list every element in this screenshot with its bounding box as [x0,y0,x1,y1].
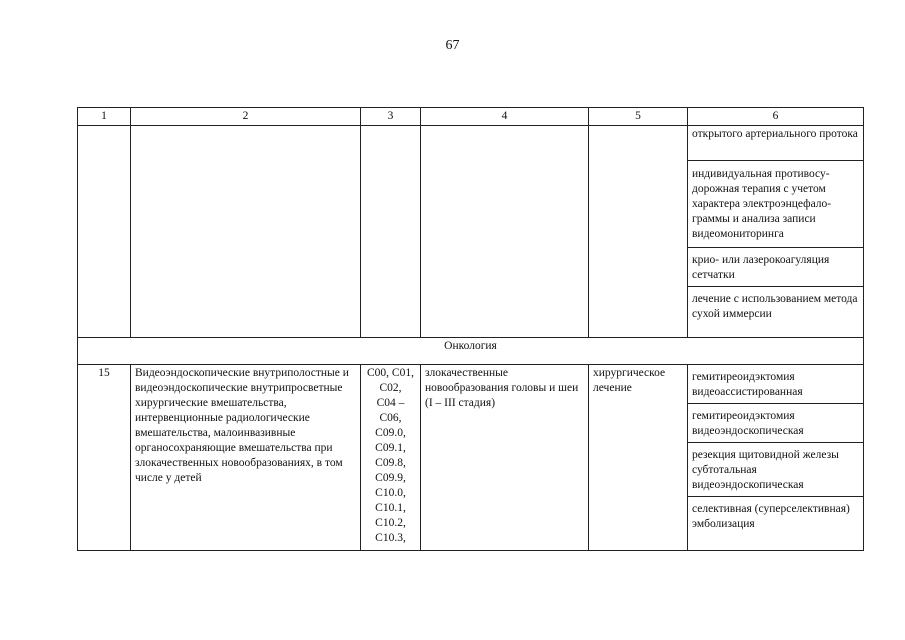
icd-code: C10.1, [375,502,406,514]
continuation-empty-cell [131,126,361,338]
method-cell: крио- или лазерокоагуляция сетчатки [688,248,864,287]
continuation-row [78,126,864,161]
continuation-empty-cell [589,126,688,338]
continuation-empty-cell [78,126,131,338]
column-number-5: 5 [589,108,688,126]
method-cell: селективная (суперселективная) эмболизация [688,497,864,551]
vmp-type-cell: Видеоэндоскопические внутриполостные и видеоэндоскопические внутрипросветные хирургические вмешательства, интервенционные радиологические вмешательства, малоинвазивные органосохраняющие вмешательства при злокачественных новообразованиях, в том числе у детей [131,365,361,551]
column-number-6: 6 [688,108,864,126]
icd-code: C09.9, [375,472,406,484]
method-cell: индивидуальная противосу-дорожная терапия с учетом характера электроэнцефало-граммы и анализа записи видеомониторинга [688,161,864,248]
medical-care-table [77,107,864,551]
icd-code: C06, [379,412,402,424]
icd-codes-cell [361,365,421,551]
page-number: 67 [445,38,460,53]
column-number-3: 3 [361,108,421,126]
method-cell: гемитиреоидэктомия видеоэндоскопическая [688,404,864,443]
method-cell: гемитиреоидэктомия видеоассистированная [688,365,864,404]
icd-code: C09.8, [375,457,406,469]
section-title: Онкология [78,338,864,365]
continuation-empty-cell [421,126,589,338]
icd-code: C10.2, [375,517,406,529]
column-number-2: 2 [131,108,361,126]
icd-code: C10.3, [375,532,406,544]
method-cell: резекция щитовидной железы субтотальная видеоэндоскопическая [688,443,864,497]
column-number-4: 4 [421,108,589,126]
treatment-type-cell: хирургическое лечение [589,365,688,551]
section-row [78,338,864,365]
column-number-row [78,108,864,126]
icd-code: C04 – [376,397,405,409]
continuation-empty-cell [361,126,421,338]
method-cell: открытого артериального протока [688,126,864,161]
table-row [78,365,864,404]
icd-code: C09.1, [375,442,406,454]
column-number-1: 1 [78,108,131,126]
icd-code: C10.0, [375,487,406,499]
patient-model-cell: злокачественные новообразования головы и шеи (I – III стадия) [421,365,589,551]
icd-code: C00, C01, [367,367,414,379]
method-cell: лечение с использованием метода сухой иммерсии [688,287,864,338]
row-number: 15 [78,365,131,551]
icd-code: C02, [379,382,402,394]
icd-code: C09.0, [375,427,406,439]
